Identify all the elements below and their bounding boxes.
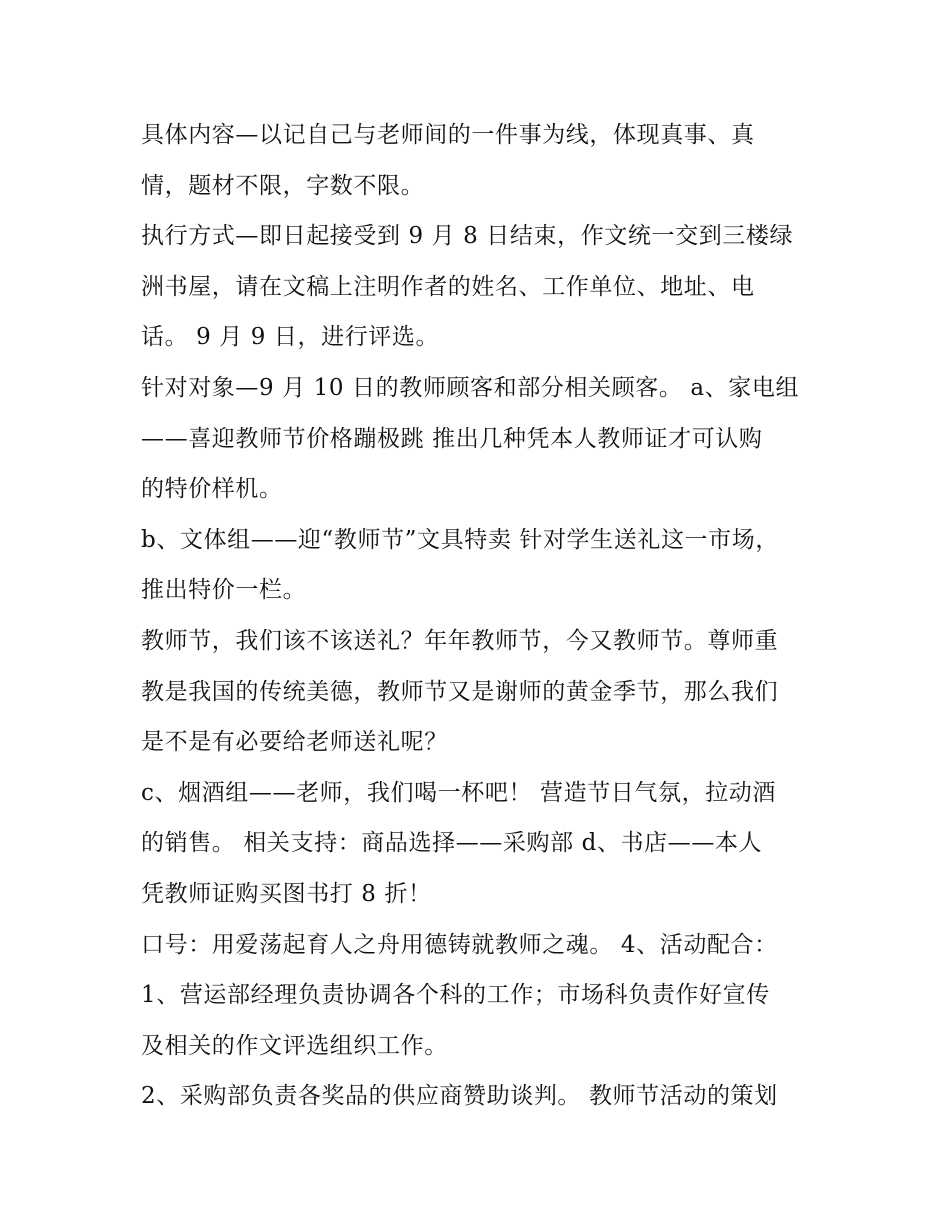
text-line: 洲书屋，请在文稿上注明作者的姓名、工作单位、地址、电 bbox=[141, 273, 755, 300]
document-body bbox=[141, 110, 821, 1122]
text-line: ——喜迎教师节价格蹦极跳 推出几种凭本人教师证才可认购 bbox=[141, 425, 763, 452]
text-line: 执行方式—即日起接受到 9 月 8 日结束，作文统一交到三楼绿 bbox=[141, 223, 794, 250]
text-line: 推出特价一栏。 bbox=[141, 577, 307, 604]
text-line: 教师节，我们该不该送礼？年年教师节，今又教师节。尊师重 bbox=[141, 627, 779, 654]
text-line: 的特价样机。 bbox=[141, 476, 283, 503]
text-line: 及相关的作文评选组织工作。 bbox=[141, 1032, 448, 1059]
text-line: 1、营运部经理负责协调各个科的工作；市场科负责作好宣传 bbox=[141, 982, 770, 1009]
text-line: 2、采购部负责各奖品的供应商赞助谈判。 教师节活动的策划 bbox=[141, 1083, 778, 1110]
text-line: 针对对象—9 月 10 日的教师顾客和部分相关顾客。 a、家电组 bbox=[141, 374, 800, 401]
text-line: 教是我国的传统美德，教师节又是谢师的黄金季节，那么我们 bbox=[141, 678, 779, 705]
text-line: b、文体组——迎“教师节”文具特卖 针对学生送礼这一市场， bbox=[141, 526, 779, 553]
text-line: 情，题材不限，字数不限。 bbox=[141, 172, 425, 199]
text-line: c、烟酒组——老师，我们喝一杯吧！ 营造节日气氛，拉动酒 bbox=[141, 779, 776, 806]
text-line: 凭教师证购买图书打 8 折！ bbox=[141, 880, 432, 907]
text-line: 的销售。 相关支持：商品选择——采购部 d、书店——本人 bbox=[141, 830, 763, 857]
text-line: 是不是有必要给老师送礼呢？ bbox=[141, 729, 448, 756]
text-line: 口号：用爱荡起育人之舟用德铸就教师之魂。 4、活动配合： bbox=[141, 931, 778, 958]
text-line: 具体内容—以记自己与老师间的一件事为线，体现真事、真 bbox=[141, 122, 755, 148]
text-line: 话。 9 月 9 日，进行评选。 bbox=[141, 324, 440, 351]
